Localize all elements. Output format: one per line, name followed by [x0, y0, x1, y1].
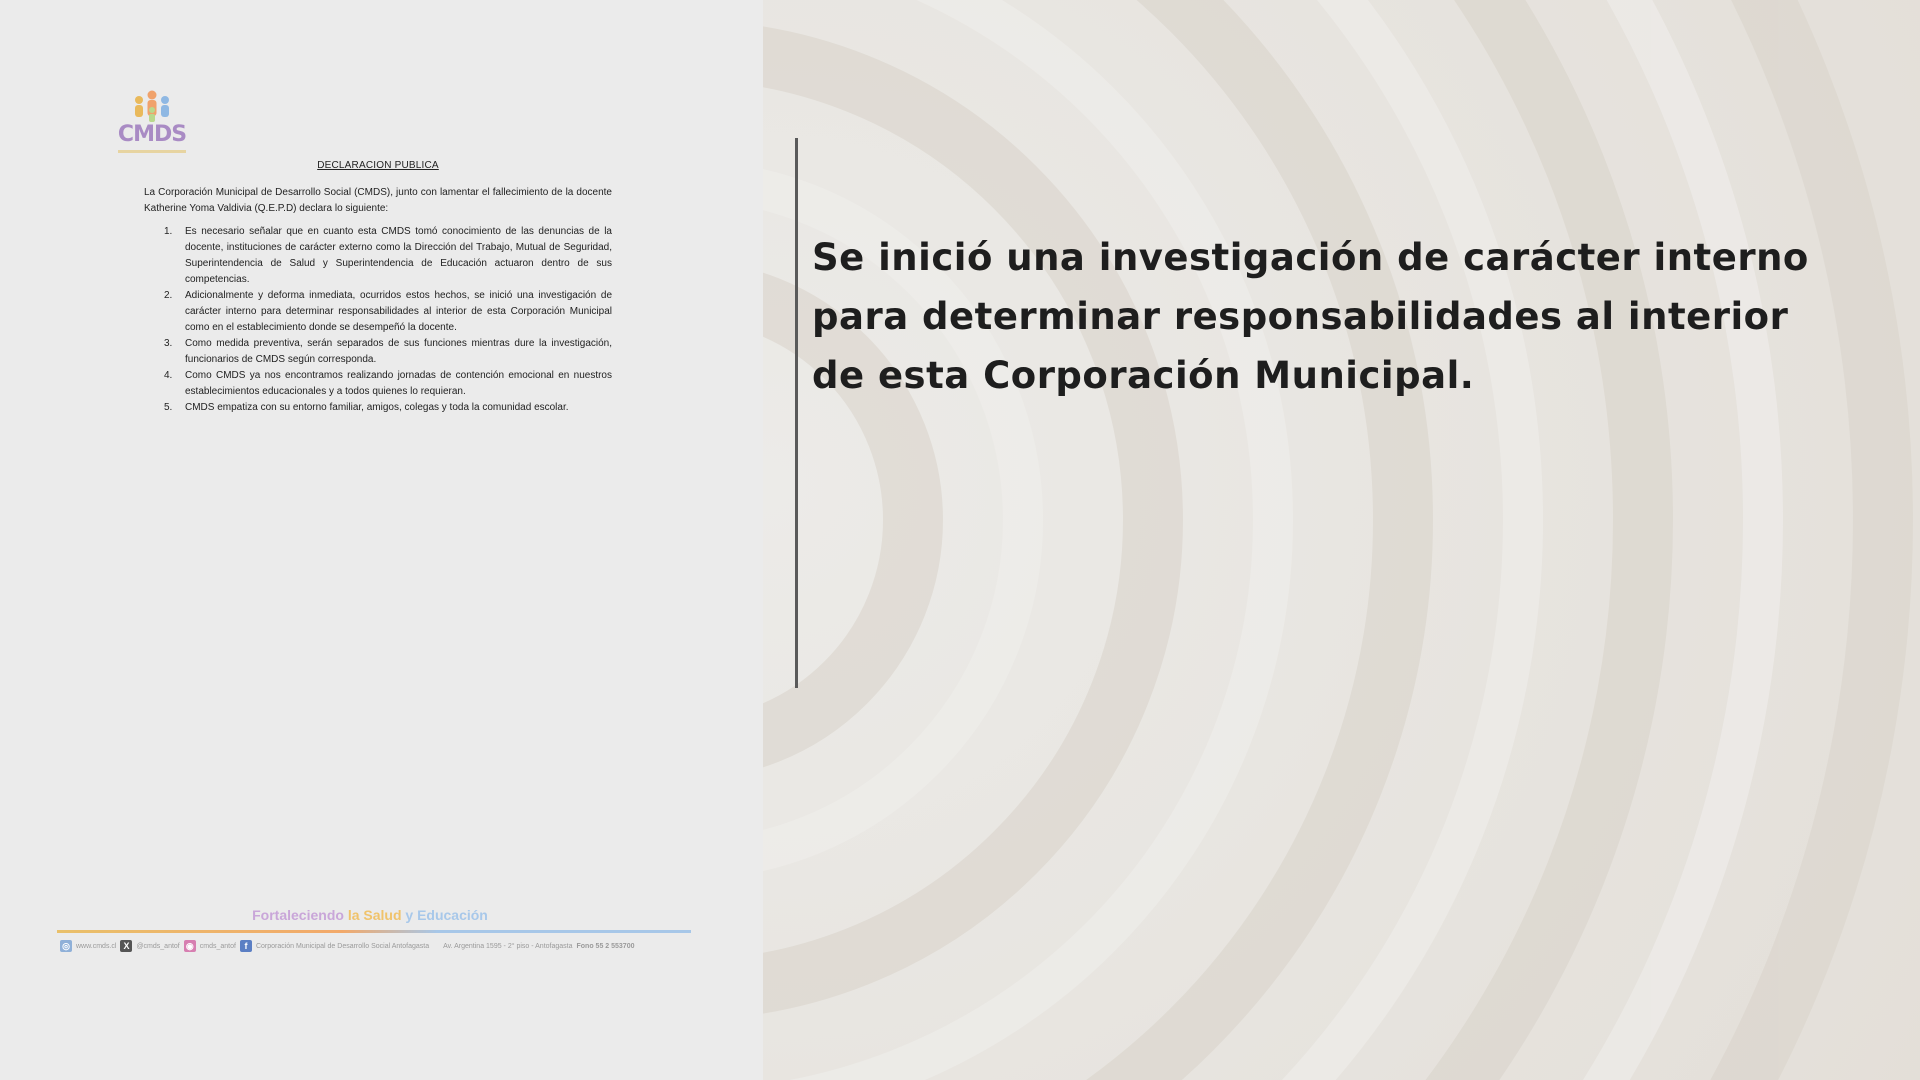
vertical-divider [795, 138, 798, 688]
quote-panel [763, 0, 1920, 1080]
item-text: Como CMDS ya nos encontramos realizando jornadas de contención emocional en nuestros establecimientos educacionales y a todos quienes lo requieran. [185, 370, 612, 397]
logo-underline [118, 150, 186, 153]
cmds-logo [112, 88, 192, 158]
item-number: 3. [164, 338, 173, 349]
slogan-part-3: y Educación [401, 907, 488, 923]
item-number: 4. [164, 370, 173, 381]
globe-icon: ◎ [60, 940, 72, 952]
footer-phone: Fono 55 2 553700 [576, 942, 635, 950]
item-text: Adicionalmente y deforma inmediata, ocurridos estos hechos, se inició una investigación de carácter interno para determinar responsabilidades al interior de esta Corporación Municipal como en el establecimiento donde se desempeñó la docente. [185, 290, 612, 333]
list-item [164, 336, 612, 368]
footer-contacts [60, 938, 700, 954]
list-item [164, 368, 612, 400]
slogan-part-1: Fortaleciendo [252, 907, 348, 923]
quote-text: Se inició una investigación de carácter interno para determinar responsabilidades al interior de esta Corporación Municipal. [812, 236, 1809, 397]
item-text: Como medida preventiva, serán separados de sus funciones mientras dure la investigación, funcionarios de CMDS según corresponda. [185, 338, 612, 365]
background-arcs [763, 0, 1920, 1080]
footer-website: www.cmds.cl [76, 942, 117, 950]
item-text: CMDS empatiza con su entorno familiar, amigos, colegas y toda la comunidad escolar. [185, 402, 569, 413]
list-item [164, 288, 612, 336]
footer-divider [57, 930, 691, 933]
list-item [164, 400, 612, 416]
declaration-list [164, 224, 612, 416]
instagram-icon: ◉ [184, 940, 196, 952]
footer-slogan [200, 907, 540, 923]
item-text: Es necesario señalar que en cuanto esta CMDS tomó conocimiento de las denuncias de la docente, instituciones de carácter externo como la Dirección del Trabajo, Mutual de Seguridad, Superintendencia de Salud y Superintendencia de Educación actuaron dentro de sus competencias. [185, 226, 612, 285]
item-number: 1. [164, 226, 173, 237]
item-number: 5. [164, 402, 173, 413]
logo-text: CMDS [117, 122, 187, 147]
item-number: 2. [164, 290, 173, 301]
list-item [164, 224, 612, 288]
footer-address: Av. Argentina 1595 - 2° piso - Antofagasta [443, 942, 573, 950]
footer-facebook: Corporación Municipal de Desarrollo Social Antofagasta [255, 942, 430, 950]
facebook-icon: f [240, 940, 252, 952]
document-title: DECLARACION PUBLICA [317, 160, 439, 171]
footer-twitter: @cmds_antof [136, 942, 180, 950]
document-panel [0, 0, 763, 1080]
slogan-part-2: la Salud [347, 907, 402, 923]
x-icon: X [120, 940, 132, 952]
document-intro: La Corporación Municipal de Desarrollo Social (CMDS), junto con lamentar el fallecimiento de la docente Katherine Yoma Valdivia (Q.E.P.D) declara lo siguiente: [144, 187, 612, 214]
footer-instagram: cmds_antof [199, 942, 236, 950]
